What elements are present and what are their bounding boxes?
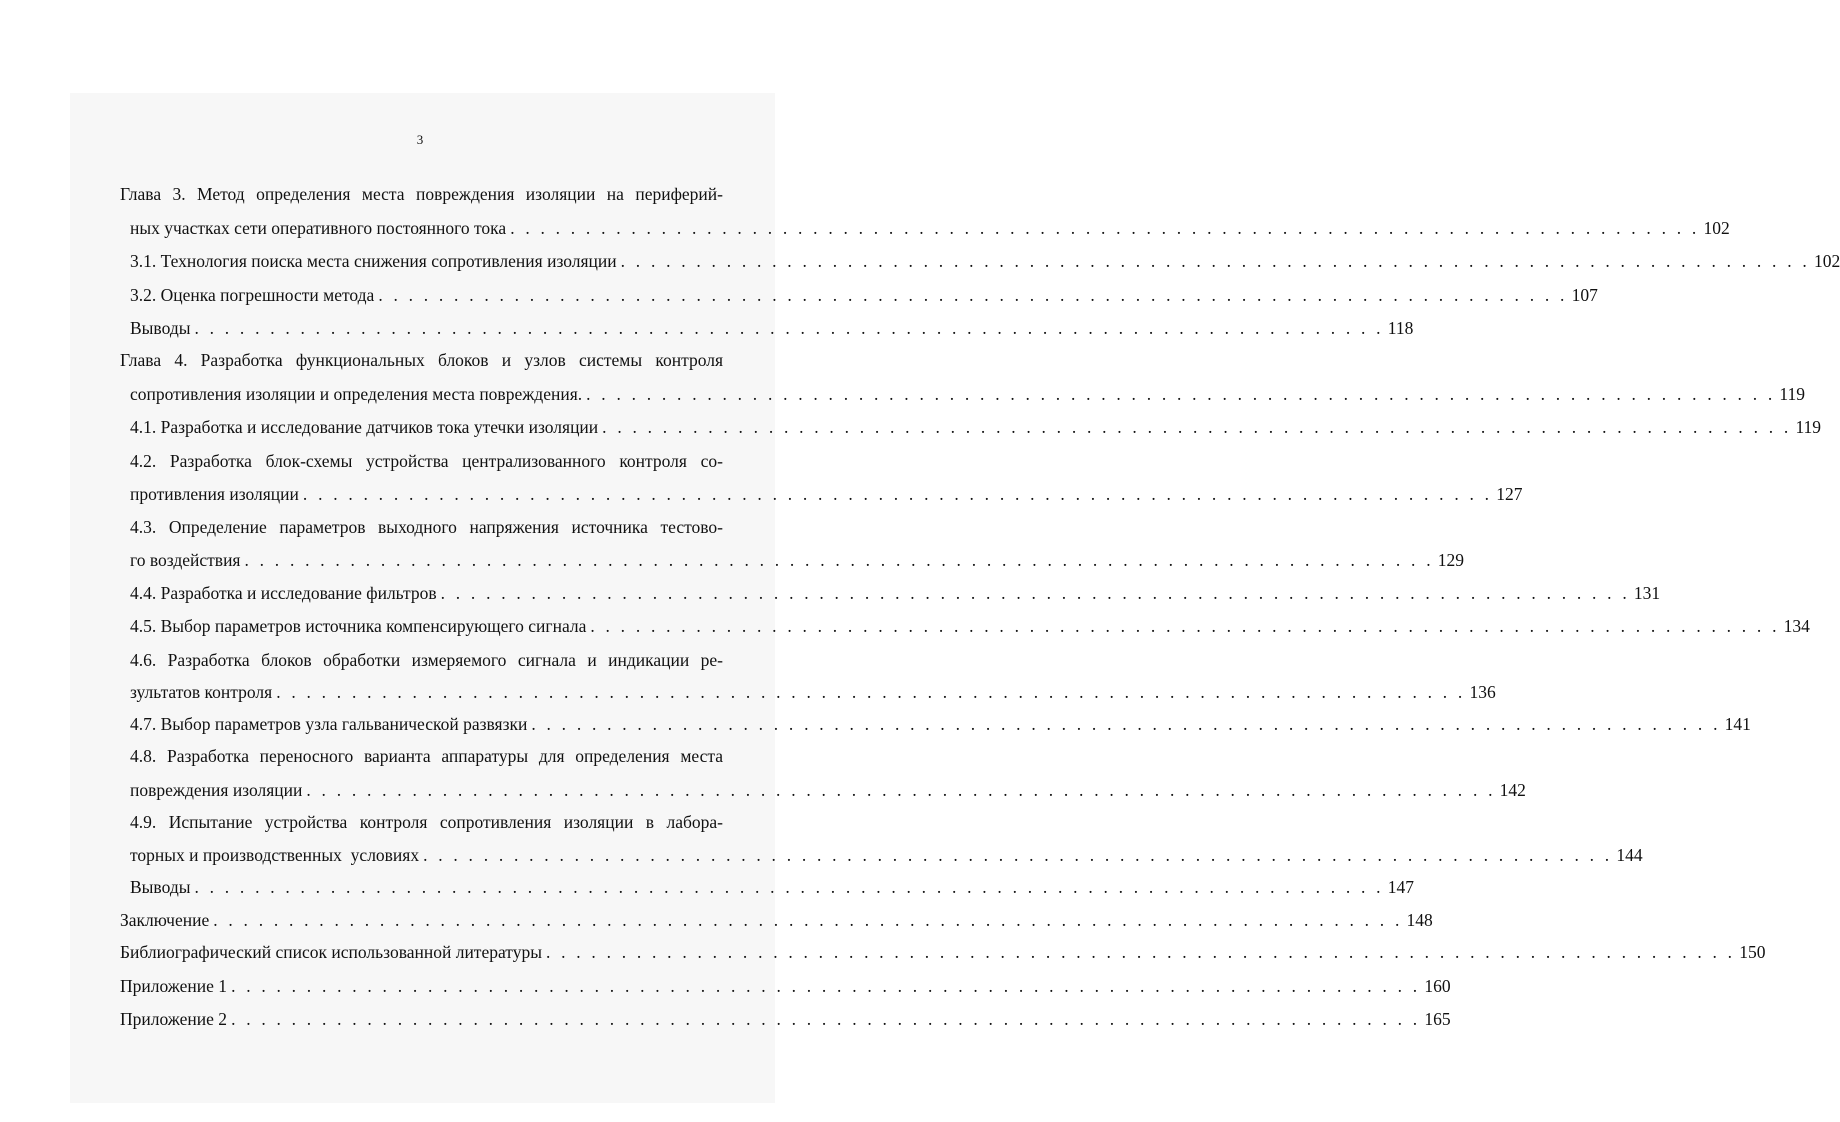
toc-page-number: 134 <box>1783 616 1810 636</box>
toc-title: 4.5. Выбор параметров источника компенсирующего сигнала <box>130 616 587 636</box>
toc-appendix-1 <box>120 976 1451 996</box>
toc-section-4-6-line-1: 4.6. Разработка блоков обработки измеряемого сигнала и индикации ре- <box>130 650 723 670</box>
toc-title: Выводы <box>130 318 191 338</box>
toc-title: Заключение <box>120 910 210 930</box>
toc-conclusions-3 <box>130 318 1414 338</box>
toc-page-number: 118 <box>1387 318 1414 338</box>
toc-page-number: 129 <box>1437 550 1465 570</box>
dot-leader: . . . . . . . . . . . . . . . . . . . . . . . . . . . . . . . . . . . . . . . . . . . . . . . . . . . . . . . . . . . . . . . . . . . . . . . . . . . . . . . <box>378 285 1568 305</box>
toc-title: 4.1. Разработка и исследование датчиков тока утечки изоляции <box>130 417 599 437</box>
toc-page-number: 102 <box>1813 251 1840 271</box>
toc-section-4-9-line-2: торных и производственных условиях <box>130 845 420 865</box>
toc-section-4-3 <box>130 550 1465 570</box>
toc-chapter-3-line-2: ных участках сети оперативного постоянного тока <box>130 218 507 238</box>
toc-title: Приложение 2 <box>120 1009 228 1029</box>
dot-leader: . . . . . . . . . . . . . . . . . . . . . . . . . . . . . . . . . . . . . . . . . . . . . . . . . . . . . . . . . . . . . . . . . . . . . . . . . . . . . . . <box>213 910 1403 930</box>
toc-page-number: 131 <box>1633 583 1661 603</box>
toc-page-number: 136 <box>1469 682 1496 702</box>
toc-section-4-3-line-1: 4.3. Определение параметров выходного напряжения источника тестово- <box>130 517 723 537</box>
toc-page-number: 148 <box>1406 910 1433 930</box>
toc-chapter-4-line-2: сопротивления изоляции и определения места повреждения. <box>130 384 583 404</box>
dot-leader: . . . . . . . . . . . . . . . . . . . . . . . . . . . . . . . . . . . . . . . . . . . . . . . . . . . . . . . . . . . . . . . . . . . . . . . . . . . . . . . <box>194 318 1384 338</box>
dot-leader: . . . . . . . . . . . . . . . . . . . . . . . . . . . . . . . . . . . . . . . . . . . . . . . . . . . . . . . . . . . . . . . . . . . . . . . . . . . . . . . <box>590 616 1780 636</box>
toc-page-number: 102 <box>1703 218 1730 238</box>
toc-appendix-2 <box>120 1009 1451 1029</box>
toc-page-number: 144 <box>1616 845 1643 865</box>
toc-page-number: 141 <box>1724 714 1751 734</box>
dot-leader: . . . . . . . . . . . . . . . . . . . . . . . . . . . . . . . . . . . . . . . . . . . . . . . . . . . . . . . . . . . . . . . . . . . . . . . . . . . . . . . <box>423 845 1613 865</box>
toc-page-number: 119 <box>1779 384 1806 404</box>
dot-leader: . . . . . . . . . . . . . . . . . . . . . . . . . . . . . . . . . . . . . . . . . . . . . . . . . . . . . . . . . . . . . . . . . . . . . . . . . . . . . . . <box>194 877 1384 897</box>
toc-title: 3.2. Оценка погрешности метода <box>130 285 375 305</box>
toc-page-number: 165 <box>1424 1009 1451 1029</box>
toc-section-3-1 <box>130 251 1840 271</box>
toc-section-4-4 <box>130 583 1661 603</box>
dot-leader: . . . . . . . . . . . . . . . . . . . . . . . . . . . . . . . . . . . . . . . . . . . . . . . . . . . . . . . . . . . . . . . . . . . . . . . . . . . . . . . <box>620 251 1810 271</box>
toc-page-number: 142 <box>1499 780 1526 800</box>
dot-leader: . . . . . . . . . . . . . . . . . . . . . . . . . . . . . . . . . . . . . . . . . . . . . . . . . . . . . . . . . . . . . . . . . . . . . . . . . . . . . . . <box>586 384 1776 404</box>
toc-section-4-6 <box>130 682 1496 702</box>
dot-leader: . . . . . . . . . . . . . . . . . . . . . . . . . . . . . . . . . . . . . . . . . . . . . . . . . . . . . . . . . . . . . . . . . . . . . . . . . . . . . . . <box>302 484 1493 504</box>
toc-chapter-4 <box>130 384 1806 404</box>
dot-leader: . . . . . . . . . . . . . . . . . . . . . . . . . . . . . . . . . . . . . . . . . . . . . . . . . . . . . . . . . . . . . . . . . . . . . . . . . . . . . . . <box>244 550 1434 570</box>
toc-title: 3.1. Технология поиска места снижения сопротивления изоляции <box>130 251 617 271</box>
dot-leader: . . . . . . . . . . . . . . . . . . . . . . . . . . . . . . . . . . . . . . . . . . . . . . . . . . . . . . . . . . . . . . . . . . . . . . . . . . . . . . . <box>602 417 1792 437</box>
toc-title: Выводы <box>130 877 191 897</box>
toc-section-4-9 <box>130 845 1643 865</box>
dot-leader: . . . . . . . . . . . . . . . . . . . . . . . . . . . . . . . . . . . . . . . . . . . . . . . . . . . . . . . . . . . . . . . . . . . . . . . . . . . . . . . <box>231 1009 1421 1029</box>
toc-chapter-3-line-1: Глава 3. Метод определения места повреждения изоляции на периферий- <box>120 184 723 204</box>
toc-page-number: 147 <box>1387 877 1415 897</box>
toc-section-4-6-line-2: зультатов контроля <box>130 682 273 702</box>
toc-title: Приложение 1 <box>120 976 228 996</box>
page-number: 3 <box>416 132 424 147</box>
toc-chapter-3 <box>130 218 1730 238</box>
toc-section-4-3-line-2: го воздействия <box>130 550 241 570</box>
toc-title: 4.7. Выбор параметров узла гальванической развязки <box>130 714 528 734</box>
toc-page-number: 160 <box>1424 976 1451 996</box>
dot-leader: . . . . . . . . . . . . . . . . . . . . . . . . . . . . . . . . . . . . . . . . . . . . . . . . . . . . . . . . . . . . . . . . . . . . . . . . . . . . . . . <box>231 976 1421 996</box>
toc-section-4-8 <box>130 780 1526 800</box>
dot-leader: . . . . . . . . . . . . . . . . . . . . . . . . . . . . . . . . . . . . . . . . . . . . . . . . . . . . . . . . . . . . . . . . . . . . . . . . . . . . . . . <box>510 218 1700 238</box>
toc-chapter-4-line-1: Глава 4. Разработка функциональных блоков и узлов системы контроля <box>120 350 723 370</box>
toc-section-4-7 <box>130 714 1751 734</box>
dot-leader: . . . . . . . . . . . . . . . . . . . . . . . . . . . . . . . . . . . . . . . . . . . . . . . . . . . . . . . . . . . . . . . . . . . . . . . . . . . . . . . <box>531 714 1721 734</box>
toc-section-4-2-line-2: противления изоляции <box>130 484 299 504</box>
toc-section-4-5 <box>130 616 1810 636</box>
toc-section-4-2-line-1: 4.2. Разработка блок-схемы устройства централизованного контроля со- <box>130 451 723 471</box>
toc-section-4-2 <box>130 484 1523 504</box>
toc-section-4-8-line-2: повреждения изоляции <box>130 780 303 800</box>
toc-page-number: 119 <box>1795 417 1822 437</box>
toc-section-3-2 <box>130 285 1598 305</box>
toc-page-number: 127 <box>1496 484 1523 504</box>
toc-page-number: 150 <box>1739 942 1766 962</box>
dot-leader: . . . . . . . . . . . . . . . . . . . . . . . . . . . . . . . . . . . . . . . . . . . . . . . . . . . . . . . . . . . . . . . . . . . . . . . . . . . . . . . <box>306 780 1496 800</box>
dot-leader: . . . . . . . . . . . . . . . . . . . . . . . . . . . . . . . . . . . . . . . . . . . . . . . . . . . . . . . . . . . . . . . . . . . . . . . . . . . . . . . <box>276 682 1466 702</box>
toc-section-4-9-line-1: 4.9. Испытание устройства контроля сопротивления изоляции в лабора- <box>130 812 723 832</box>
toc-bibliography <box>120 942 1766 962</box>
dot-leader: . . . . . . . . . . . . . . . . . . . . . . . . . . . . . . . . . . . . . . . . . . . . . . . . . . . . . . . . . . . . . . . . . . . . . . . . . . . . . . . <box>440 583 1630 603</box>
toc-title: Библиографический список использованной литературы <box>120 942 542 962</box>
toc-page-number: 107 <box>1571 285 1598 305</box>
toc-section-4-1 <box>130 417 1822 437</box>
dot-leader: . . . . . . . . . . . . . . . . . . . . . . . . . . . . . . . . . . . . . . . . . . . . . . . . . . . . . . . . . . . . . . . . . . . . . . . . . . . . . . . <box>545 942 1736 962</box>
toc-title: 4.4. Разработка и исследование фильтров <box>130 583 437 603</box>
toc-section-4-8-line-1: 4.8. Разработка переносного варианта аппаратуры для определения места <box>130 746 723 766</box>
toc-conclusion <box>120 910 1433 930</box>
toc-conclusions-4 <box>130 877 1415 897</box>
